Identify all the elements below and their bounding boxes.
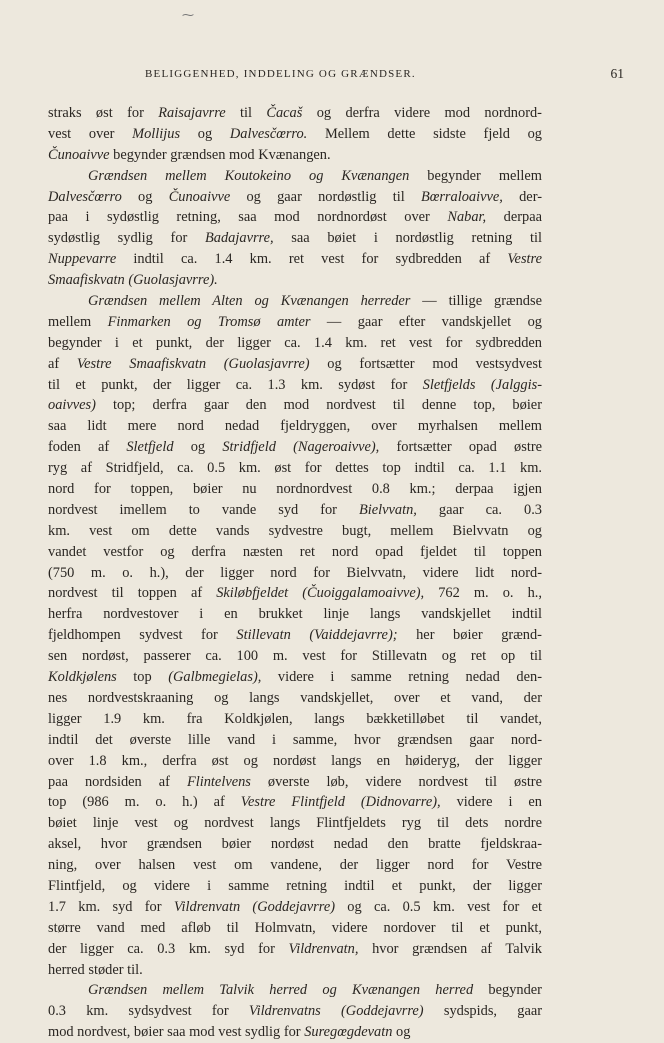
text-segment: top	[116, 669, 169, 686]
text-line	[48, 479, 542, 500]
text-segment: og	[180, 125, 230, 142]
italic-place-name: Stridfjeld (Nageroaivve),	[222, 439, 380, 456]
text-segment: nordvest imellem to vande syd for	[48, 501, 359, 518]
text-segment: (750 m. o. h.), der ligger nord for Bielvvatn, videre lidt nord-	[48, 564, 542, 581]
text-segment: og ca. 0.5 km. vest for et	[335, 898, 542, 915]
text-segment: og fortsætter mod vestsydvest	[309, 355, 542, 372]
text-line	[48, 333, 542, 354]
text-segment: til	[225, 105, 267, 121]
text-segment: herred støder til.	[48, 961, 143, 978]
text-line	[48, 375, 542, 396]
text-segment: saa bøiet i nordøstlig retning til	[273, 230, 542, 247]
text-line	[48, 897, 542, 918]
text-segment: vandet vestfor og derfra næsten ret nord opad fjeldet til toppen	[48, 543, 542, 560]
text-segment: paa nordsiden af	[48, 773, 187, 790]
text-segment: begynder mellem	[409, 167, 542, 184]
page-number: 61	[610, 66, 624, 81]
text-segment: fjeldhompen sydvest for	[48, 627, 237, 644]
text-line	[48, 939, 542, 960]
text-segment: til et punkt, der ligger ca. 1.3 km. sydøst for	[48, 376, 423, 393]
text-line	[48, 1001, 542, 1022]
text-segment: mod nordvest, bøier saa mod vest sydlig for	[48, 1024, 305, 1041]
text-line	[48, 960, 542, 981]
text-segment: derpaa	[486, 209, 542, 226]
text-segment: og derfra videre mod nordnord-	[302, 105, 542, 121]
text-line	[48, 709, 542, 730]
text-line	[48, 166, 542, 187]
text-segment: — gaar efter vandskjellet og	[310, 313, 542, 330]
text-line	[48, 354, 542, 375]
text-segment: aksel, hvor grændsen bøier nordøst nedad den bratte fjeldskraa-	[48, 836, 542, 853]
italic-place-name: Mollijus	[132, 125, 181, 142]
text-segment: gaar ca. 0.3	[416, 501, 542, 518]
text-segment: videre i en	[440, 794, 542, 811]
italic-place-name: Čunoaivve	[48, 146, 110, 163]
text-line	[48, 270, 542, 291]
text-segment: 0.3 km. sydsydvest for	[48, 1003, 249, 1020]
italic-place-name: Dalvesčœrro.	[229, 125, 308, 142]
text-segment: der-	[502, 188, 542, 205]
text-segment: nes nordvestskraaning og langs vandskjellet, over et vand, der	[48, 689, 542, 706]
text-segment: 1.7 km. syd for	[48, 898, 174, 915]
text-line	[48, 583, 542, 604]
text-segment: paa i sydøstlig retning, saa mod nordnordøst over	[48, 209, 448, 226]
text-segment: km. vest om dette vands sydvestre bugt, mellem Bielvvatn og	[48, 522, 542, 539]
page-header	[48, 68, 624, 88]
text-line	[48, 395, 542, 416]
italic-place-name: Grændsen mellem Koutokeino og Kvænangen	[88, 167, 410, 184]
italic-place-name: Grændsen mellem Alten og Kvænangen herreder	[88, 293, 411, 310]
italic-place-name: Vildrenvatn,	[288, 940, 359, 957]
italic-place-name: Stillevatn (Vaiddejavrre);	[236, 627, 398, 644]
text-line	[48, 187, 542, 208]
text-line	[48, 772, 542, 793]
text-line	[48, 500, 542, 521]
italic-place-name: oaivves)	[48, 397, 96, 414]
text-segment: straks øst for	[48, 105, 159, 121]
text-segment: større vand med afløb til Holmvatn, videre nordover til et punkt,	[48, 919, 542, 936]
text-segment: top; derfra gaar den mod nordvest til denne top, bøier	[95, 397, 542, 414]
italic-place-name: Suregœgdevatn	[304, 1024, 393, 1041]
italic-place-name: Čacaš	[266, 105, 303, 121]
italic-place-name: Grændsen mellem Talvik herred og Kvænangen herred	[88, 982, 474, 999]
italic-place-name: Flintelvens	[186, 773, 251, 790]
text-segment: ryg af Stridfjeld, ca. 0.5 km. øst for dettes top indtil ca. 1.1 km.	[48, 460, 542, 477]
italic-place-name: Čunoaivve	[168, 188, 231, 205]
text-segment: indtil det øverste lille vand i samme, hvor grændsen gaar nord-	[48, 731, 542, 748]
text-line	[48, 437, 542, 458]
italic-place-name: Vildrenvatn (Goddejavrre)	[173, 898, 336, 915]
italic-place-name: Bielvvatn,	[358, 501, 417, 518]
text-segment: hvor grændsen af Talvik	[358, 940, 542, 957]
italic-place-name: Skiløbfjeldet (Čuoiggalamoaivve),	[216, 585, 425, 602]
italic-place-name: Dalvesčœrro	[48, 188, 122, 205]
top-mark: ⁓	[182, 8, 194, 22]
text-line	[48, 625, 542, 646]
text-line	[48, 1022, 542, 1043]
text-segment: sydøstlig sydlig for	[48, 230, 205, 247]
text-line	[48, 688, 542, 709]
text-segment: fortsætter opad østre	[379, 439, 542, 456]
text-line	[48, 207, 542, 228]
text-segment: og gaar nordøstlig til	[230, 188, 421, 205]
text-segment: videre i samme retning nedad den-	[261, 669, 542, 686]
text-segment: foden af	[48, 439, 127, 456]
text-segment: der ligger ca. 0.3 km. syd for	[48, 940, 289, 957]
text-line	[48, 876, 542, 897]
text-segment: begynder i et punkt, der ligger ca. 1.4 km. ret vest for sydbredden	[48, 334, 542, 351]
text-segment: og	[121, 188, 169, 205]
text-segment: mellem	[48, 313, 108, 330]
italic-place-name: Bœrraloaivve,	[420, 188, 503, 205]
text-line	[48, 730, 542, 751]
text-line	[48, 458, 542, 479]
text-line	[48, 834, 542, 855]
text-line	[48, 124, 542, 145]
text-line	[48, 980, 542, 1001]
text-line	[48, 646, 542, 667]
text-line	[48, 542, 542, 563]
text-line	[48, 103, 542, 124]
text-segment: og	[173, 439, 223, 456]
text-segment: bøiet linje vest og nordvest langs Flintfjeldets ryg til dets nordre	[48, 815, 542, 832]
text-line	[48, 145, 542, 166]
italic-place-name: Nuppevarre	[48, 251, 117, 268]
italic-place-name: Sletfjeld	[126, 439, 174, 456]
body-text	[48, 103, 542, 1043]
italic-place-name: Sletfjelds (Jalggis-	[422, 376, 542, 393]
text-line	[48, 416, 542, 437]
italic-place-name: Koldkjølens	[48, 669, 117, 686]
text-line	[48, 249, 542, 270]
text-line	[48, 521, 542, 542]
text-segment: saa lidt mere nord nedad fjeldryggen, over myrhalsen mellem	[48, 418, 542, 435]
text-segment: over 1.8 km., derfra øst og nordøst langs en høideryg, der ligger	[48, 752, 542, 769]
italic-place-name: Vestre	[507, 251, 542, 268]
text-segment: nord for toppen, bøier nu nordnordvest 0.8 km.; derpaa igjen	[48, 481, 542, 498]
italic-place-name: Smaafiskvatn (Guolasjavrre).	[48, 272, 218, 289]
text-segment: top (986 m. o. h.) af	[48, 794, 241, 811]
text-line	[48, 604, 542, 625]
italic-place-name: Badajavrre,	[205, 230, 274, 247]
italic-place-name: Raisajavrre	[158, 105, 226, 121]
text-segment: her bøier grænd-	[397, 627, 542, 644]
italic-place-name: Nabar,	[447, 209, 487, 226]
text-segment: vest over	[48, 125, 133, 142]
italic-place-name: Vestre Smaafiskvatn (Guolasjavrre)	[76, 355, 310, 372]
text-segment: nordvest til toppen af	[48, 585, 217, 602]
text-segment: — tillige grændse	[410, 293, 542, 310]
text-line	[48, 792, 542, 813]
text-segment: indtil ca. 1.4 km. ret vest for sydbredden af	[116, 251, 508, 268]
text-line	[48, 563, 542, 584]
text-line	[48, 751, 542, 772]
text-line	[48, 291, 542, 312]
running-title: BELIGGENHED, INDDELING OG GRÆNDSER.	[145, 68, 416, 80]
text-segment: og	[392, 1024, 411, 1041]
text-segment: 762 m. o. h.,	[424, 585, 542, 602]
text-segment: ning, over halsen vest om vandene, der ligger nord for Vestre	[48, 857, 542, 874]
text-segment: Flintfjeld, og videre i samme retning indtil et punkt, der ligger	[48, 877, 542, 894]
italic-place-name: Vildrenvatns (Goddejavrre)	[248, 1003, 424, 1020]
text-segment: Mellem dette sidste fjeld og	[307, 125, 542, 142]
italic-place-name: Finmarken og Tromsø amter	[107, 313, 311, 330]
text-segment: øverste løb, videre nordvest til østre	[250, 773, 542, 790]
text-line	[48, 855, 542, 876]
text-segment: sen nordøst, passerer ca. 100 m. vest for Stillevatn og ret op til	[48, 648, 542, 665]
text-line	[48, 918, 542, 939]
text-segment: begynder	[473, 982, 542, 999]
text-line	[48, 667, 542, 688]
italic-place-name: Vestre Flintfjeld (Didnovarre),	[240, 794, 441, 811]
text-segment: begynder grændsen mod Kvænangen.	[109, 146, 331, 163]
text-line	[48, 813, 542, 834]
text-line	[48, 312, 542, 333]
text-segment: sydspids, gaar	[423, 1003, 543, 1020]
italic-place-name: (Galbmegielas),	[168, 669, 262, 686]
text-line	[48, 228, 542, 249]
text-segment: ligger 1.9 km. fra Koldkjølen, langs bækketilløbet til vandet,	[48, 710, 542, 727]
text-segment: herfra nordvestover i en brukket linje langs vandskjellet indtil	[48, 606, 542, 623]
text-segment: af	[48, 355, 77, 372]
